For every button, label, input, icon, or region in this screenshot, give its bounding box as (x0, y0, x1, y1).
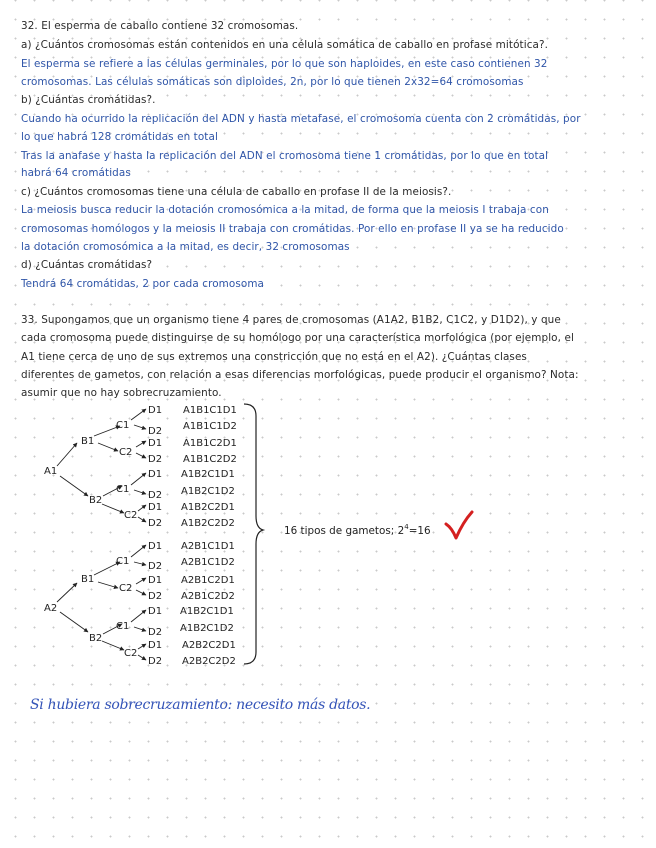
node-c: C2 (119, 583, 133, 594)
gamete-label: A1B2C1D2 (181, 486, 235, 497)
node-d: D1 (148, 640, 163, 651)
q32c-answer-line: La meiosis busca reducir la dotación cromosómica a la mitad, de forma que la meiosis I trabaja con (21, 204, 549, 216)
handwritten-note: Si hubiera sobrecruzamiento: necesito más datos. (30, 697, 371, 713)
gamete-label: A2B1C1D2 (181, 557, 235, 568)
node-d: D2 (148, 561, 163, 572)
q32b-answer-line: habrá 64 cromátidas (21, 167, 131, 179)
q33-text-line: cada cromosoma puede distinguirse de su homólogo por una característica morfológica (por ejemplo, el (21, 332, 574, 344)
node-b: B2 (89, 495, 103, 506)
node-d: D1 (148, 405, 163, 416)
gamete-label: A1B2C1D2 (180, 623, 234, 634)
node-d: D1 (148, 541, 163, 552)
result-equals: =16 (408, 525, 431, 537)
node-a: A2 (44, 603, 58, 614)
q32d-question: d) ¿Cuántas cromátidas? (21, 259, 153, 271)
q32c-answer-line: cromosomas homólogos y la meiosis II trabaja con cromátidas. Por ello en profase II ya se ha reducido (21, 223, 564, 235)
q32a-question: a) ¿Cuántos cromosomas están contenidos en una célula somática de caballo en profase mitótica?. (21, 39, 548, 51)
q33-text-line: diferentes de gametos, con relación a esas diferencias morfológicas, puede producir el organismo? Nota: (21, 369, 579, 381)
q32c-answer-line: la dotación cromosómica a la mitad, es decir, 32 cromosomas (21, 241, 350, 253)
gamete-label: A1B2C2D1 (181, 502, 235, 513)
gamete-label: A2B1C1D1 (181, 541, 235, 552)
result-label (284, 523, 431, 537)
gamete-label: A1B1C1D2 (183, 421, 237, 432)
q33-text-line: 33. Supongamos que un organismo tiene 4 pares de cromosomas (A1A2, B1B2, C1C2, y D1D2), y que (21, 314, 561, 326)
q32b-answer-line: Tras la anafase y hasta la replicación del ADN el cromosoma tiene 1 cromátidas, por lo que en total (21, 150, 549, 162)
node-d: D2 (148, 656, 163, 667)
node-c: C2 (119, 447, 133, 458)
result-base: 2 (397, 525, 405, 537)
node-c: C1 (116, 484, 130, 495)
gamete-label: A2B2C2D1 (182, 640, 236, 651)
node-d: D1 (148, 469, 163, 480)
node-d: D2 (148, 454, 163, 465)
gamete-label: A2B1C2D1 (181, 575, 235, 586)
node-d: D1 (148, 606, 163, 617)
q32b-answer-line: lo que habrá 128 cromátidas en total (21, 131, 218, 143)
node-c: C1 (116, 420, 130, 431)
node-d: D2 (148, 591, 163, 602)
node-d: D2 (148, 490, 163, 501)
gamete-label: A1B1C2D1 (183, 438, 237, 449)
gamete-label: A2B1C2D2 (181, 591, 235, 602)
gamete-label: A1B1C2D2 (183, 454, 237, 465)
q32b-answer-line: Cuando ha ocurrido la replicación del ADN y hasta metafase, el cromosoma cuenta con 2 cromátidas, por (21, 113, 581, 125)
node-d: D2 (148, 518, 163, 529)
node-a: A1 (44, 466, 58, 477)
gamete-label: A1B2C1D1 (180, 606, 234, 617)
node-d: D2 (148, 627, 163, 638)
node-d: D1 (148, 575, 163, 586)
q32b-question: b) ¿Cuántas cromátidas?. (21, 94, 156, 106)
node-b: B2 (89, 633, 103, 644)
gametes-brace (244, 404, 263, 664)
node-d: D2 (148, 426, 163, 437)
node-c: C1 (116, 621, 130, 632)
q33-text-line: A1 tiene cerca de uno de sus extremos una constricción que no está en el A2). ¿Cuántas clases (21, 351, 527, 363)
gamete-label: A1B2C1D1 (181, 469, 235, 480)
node-c: C2 (124, 648, 138, 659)
node-d: D1 (148, 502, 163, 513)
gamete-label: A1B2C2D2 (181, 518, 235, 529)
result-text: 16 tipos de gametos; (284, 525, 395, 537)
q32d-answer: Tendrá 64 cromátidas, 2 por cada cromosoma (21, 278, 265, 290)
result-exponent: 4 (404, 523, 409, 531)
node-b: B1 (81, 436, 95, 447)
q33-text-line: asumir que no hay sobrecruzamiento. (21, 387, 222, 399)
gamete-label: A2B2C2D2 (182, 656, 236, 667)
node-c: C2 (124, 510, 138, 521)
check-mark-icon (446, 512, 472, 538)
node-c: C1 (116, 556, 130, 567)
q32c-question: c) ¿Cuántos cromosomas tiene una célula de caballo en profase II de la meiosis?. (21, 186, 452, 198)
gamete-label: A1B1C1D1 (183, 405, 237, 416)
q32-title: 32. El esperma de caballo contiene 32 cromosomas. (21, 20, 299, 32)
node-b: B1 (81, 574, 95, 585)
q32a-answer-line: El esperma se refiere a las células germinales, por lo que son haploides, en este caso contienen 32 (21, 58, 548, 70)
node-d: D1 (148, 438, 163, 449)
q32a-answer-line: cromosomas. Las células somáticas son diploides, 2n, por lo que tienen 2x32=64 cromosomas (21, 76, 524, 88)
